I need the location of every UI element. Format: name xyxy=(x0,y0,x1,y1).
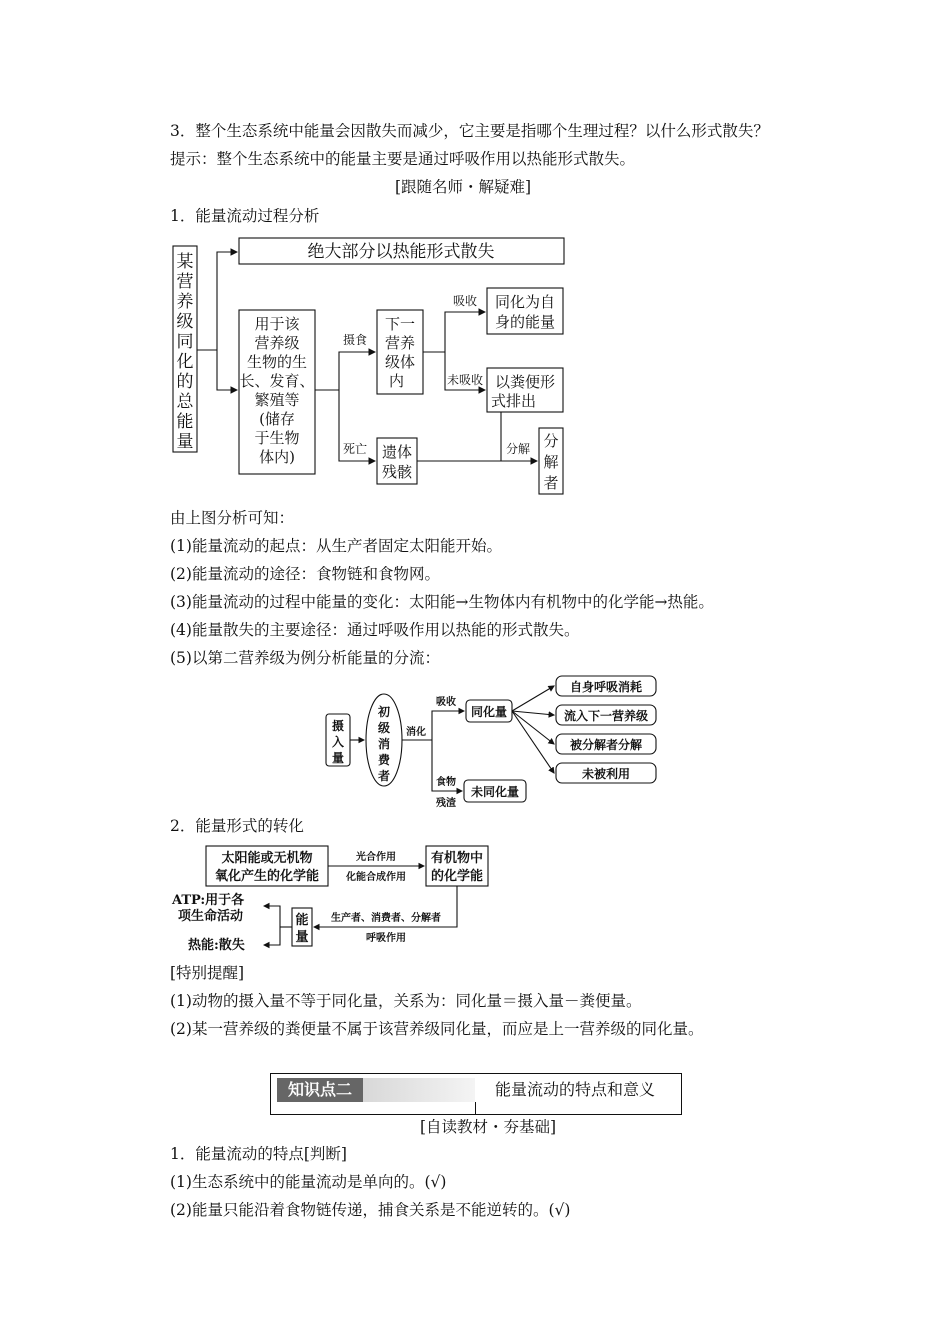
decomposer-char-2: 者 xyxy=(543,474,559,492)
next-level-line-3: 内 xyxy=(389,372,405,390)
label-producers: 生产者、消费者、分解者 xyxy=(331,913,441,924)
unassimilated-text: 未同化量 xyxy=(470,785,520,799)
organic-line-0: 有机物中 xyxy=(430,851,484,866)
question-3: 3．整个生态系统中能量会因散失而减少，它主要是指哪个生理过程？以什么形式散失？ xyxy=(170,122,769,140)
point-2: (2)能量流动的途径：食物链和食物网。 xyxy=(170,565,440,583)
assimilation-line-0: 同化为自 xyxy=(494,293,556,311)
heat-loss-text: 绝大部分以热能形式散失 xyxy=(307,242,495,262)
consumer-char-4: 者 xyxy=(377,769,391,783)
source-char-9: 量 xyxy=(176,432,194,452)
knowledge-point-badge xyxy=(277,1078,363,1102)
label-residue-1: 残渣 xyxy=(436,798,456,809)
growth-line-4: 繁殖等 xyxy=(254,391,300,409)
branch-2: 被分解者分解 xyxy=(569,738,643,752)
label-eaten: 摄食 xyxy=(343,333,368,347)
remains-line-0: 遗体 xyxy=(381,443,413,461)
next-level-line-1: 营养 xyxy=(384,334,416,352)
judge-item-2: (2)能量只能沿着食物链传递，捕食关系是不能逆转的。(√) xyxy=(170,1201,571,1219)
growth-line-7: 体内) xyxy=(259,448,295,466)
hint-text: 提示：整个生态系统中的能量主要是通过呼吸作用以热能形式散失。 xyxy=(170,150,636,168)
decomposer-char-1: 解 xyxy=(543,453,559,471)
growth-line-3: 长、发育、 xyxy=(239,372,315,390)
section-tag-teacher: [跟随名师・解疑难] xyxy=(395,178,532,196)
next-level-line-0: 下一 xyxy=(384,315,416,333)
source-char-4: 同 xyxy=(176,332,194,352)
label-death: 死亡 xyxy=(343,442,368,456)
badge-shadow xyxy=(363,1078,475,1102)
sun-line-0: 太阳能或无机物 xyxy=(221,851,313,866)
banner-divider xyxy=(475,1102,476,1115)
growth-line-6: 于生物 xyxy=(254,429,300,447)
intake-char-2: 量 xyxy=(331,751,345,765)
atp-line-1: 项生命活动 xyxy=(178,909,244,924)
reminder-tag: [特别提醒] xyxy=(170,964,245,982)
label-digest: 消化 xyxy=(406,727,426,738)
knowledge-point-title: 能量流动的特点和意义 xyxy=(495,1080,656,1099)
label-residue-0: 食物 xyxy=(436,777,456,788)
feces-line-1: 式排出 xyxy=(491,392,537,410)
source-char-3: 级 xyxy=(176,312,194,332)
heat-loss-label: 热能:散失 xyxy=(188,938,245,953)
label-respiration: 呼吸作用 xyxy=(366,933,406,944)
consumer-char-0: 初 xyxy=(377,705,391,719)
label-absorb-2: 吸收 xyxy=(436,697,456,708)
consumer-char-3: 费 xyxy=(377,753,391,767)
intake-char-1: 入 xyxy=(331,735,345,749)
heading-flow-characteristics: 1．能量流动的特点[判断] xyxy=(170,1145,347,1163)
consumer-char-2: 消 xyxy=(377,737,391,751)
judge-item-1: (1)生态系统中的能量流动是单向的。(√) xyxy=(170,1173,447,1191)
reminder-1: (1)动物的摄入量不等于同化量，关系为：同化量＝摄入量－粪便量。 xyxy=(170,992,642,1010)
heading-energy-flow-analysis: 1．能量流动过程分析 xyxy=(170,207,320,225)
consumer-char-1: 级 xyxy=(377,721,391,735)
knowledge-point-banner xyxy=(270,1073,682,1115)
conclusion-intro: 由上图分析可知： xyxy=(170,509,295,527)
source-char-2: 养 xyxy=(176,292,194,312)
source-char-8: 能 xyxy=(176,412,194,432)
label-not-absorb: 未吸收 xyxy=(447,373,484,387)
growth-line-1: 营养级 xyxy=(254,334,300,352)
section-tag-self-study: [自读教材・夯基础] xyxy=(420,1118,557,1136)
growth-line-0: 用于该 xyxy=(254,315,300,333)
energy-distribution-diagram xyxy=(320,672,665,810)
point-3: (3)能量流动的过程中能量的变化：太阳能→生物体内有机物中的化学能→热能。 xyxy=(170,593,714,611)
assimilation-line-1: 身的能量 xyxy=(494,313,556,331)
label-absorb: 吸收 xyxy=(453,294,478,308)
growth-line-5: (储存 xyxy=(259,410,295,428)
branch-0: 自身呼吸消耗 xyxy=(569,680,643,694)
source-char-1: 营 xyxy=(176,272,194,292)
branch-1: 流入下一营养级 xyxy=(563,709,649,723)
energy-char-1: 量 xyxy=(295,930,309,945)
reminder-2: (2)某一营养级的粪便量不属于该营养级同化量，而应是上一营养级的同化量。 xyxy=(170,1020,704,1038)
source-char-6: 的 xyxy=(176,372,194,392)
heading-energy-forms: 2．能量形式的转化 xyxy=(170,817,304,835)
growth-line-2: 生物的生 xyxy=(246,353,308,371)
energy-flow-diagram xyxy=(165,232,585,500)
next-level-line-2: 级体 xyxy=(384,353,416,371)
label-photosynthesis: 光合作用 xyxy=(356,852,396,863)
intake-char-0: 摄 xyxy=(331,719,345,733)
decomposer-char-0: 分 xyxy=(543,432,559,450)
point-4: (4)能量散失的主要途径：通过呼吸作用以热能的形式散失。 xyxy=(170,621,580,639)
branch-3: 未被利用 xyxy=(581,767,631,781)
organic-line-1: 的化学能 xyxy=(430,869,484,884)
label-decompose: 分解 xyxy=(506,442,531,456)
energy-conversion-diagram xyxy=(168,842,498,956)
remains-line-1: 残骸 xyxy=(381,463,413,481)
source-char-7: 总 xyxy=(176,392,194,412)
point-1: (1)能量流动的起点：从生产者固定太阳能开始。 xyxy=(170,537,502,555)
assimilated-text: 同化量 xyxy=(470,705,508,719)
knowledge-point-badge-label: 知识点二 xyxy=(287,1080,352,1099)
point-5: (5)以第二营养级为例分析能量的分流： xyxy=(170,649,440,667)
source-char-5: 化 xyxy=(176,352,194,372)
sun-line-1: 氧化产生的化学能 xyxy=(214,869,320,884)
feces-line-0: 以粪便形 xyxy=(494,373,556,391)
energy-char-0: 能 xyxy=(295,913,309,928)
label-chemosynthesis: 化能合成作用 xyxy=(346,872,406,883)
atp-line-0: ATP:用于各 xyxy=(172,893,245,908)
source-char-0: 某 xyxy=(176,252,194,272)
